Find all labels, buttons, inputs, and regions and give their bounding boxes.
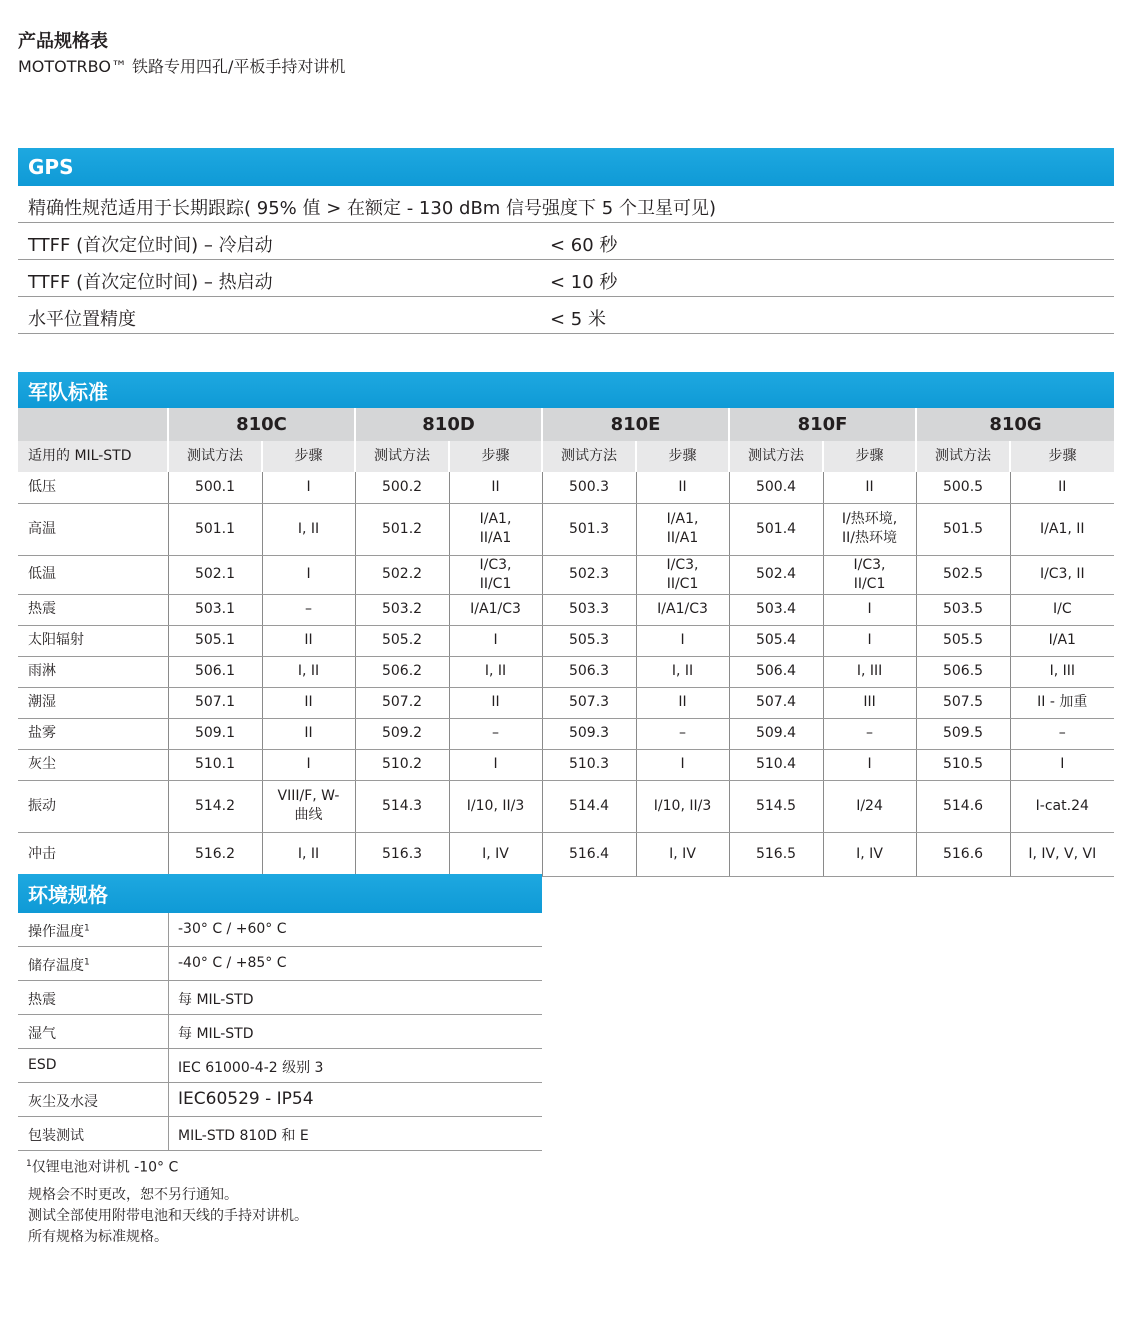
env-label-text: 灰尘及水浸 [28, 1094, 98, 1110]
method-cell: 514.4 [542, 780, 636, 832]
gps-row-value: < 10 秒 [550, 272, 618, 293]
method-cell: 501.1 [168, 503, 262, 555]
standard-header: 810G [916, 408, 1114, 441]
method-cell: 501.5 [916, 503, 1010, 555]
method-cell: 502.5 [916, 555, 1010, 594]
procedure-cell: I/A1/C3 [449, 594, 542, 625]
procedure-cell: I/A1, II [1010, 503, 1114, 555]
procedure-header: 步骤 [449, 441, 542, 472]
standard-header: 810C [168, 408, 355, 441]
env-row-value: MIL-STD 810D 和 E [178, 1128, 309, 1144]
env-row-value: -30° C / +60° C [178, 921, 287, 937]
military-standards-section [18, 372, 1114, 877]
procedure-cell: I/热环境, II/热环境 [823, 503, 916, 555]
method-cell: 500.5 [916, 472, 1010, 503]
row-label: 低压 [18, 472, 168, 503]
row-label: 雨淋 [18, 656, 168, 687]
method-cell: 509.4 [729, 718, 823, 749]
procedure-cell: I/24 [823, 780, 916, 832]
gps-row-label: TTFF (首次定位时间) – 热启动 [28, 272, 273, 293]
row-label: 振动 [18, 780, 168, 832]
method-header: 测试方法 [542, 441, 636, 472]
env-label-text: 储存温度 [28, 958, 84, 974]
env-row [18, 1083, 542, 1117]
env-row-value: 每 MIL-STD [178, 992, 254, 1008]
subheader-row [18, 441, 1114, 472]
procedure-cell: I, II [262, 503, 355, 555]
method-cell: 506.4 [729, 656, 823, 687]
procedure-cell: II [262, 718, 355, 749]
method-cell: 506.3 [542, 656, 636, 687]
procedure-cell: I, IV [823, 832, 916, 876]
procedure-cell: I [262, 555, 355, 594]
gps-row [18, 260, 1114, 297]
gps-section [18, 148, 1114, 334]
method-cell: 501.2 [355, 503, 449, 555]
environment-heading: 环境规格 [18, 874, 542, 913]
note-line: 所有规格为标准规格。 [28, 1228, 168, 1245]
env-row-value: IEC 61000-4-2 级别 3 [178, 1060, 324, 1076]
method-cell: 502.4 [729, 555, 823, 594]
gps-row [18, 297, 1114, 334]
method-header: 测试方法 [168, 441, 262, 472]
method-cell: 507.5 [916, 687, 1010, 718]
method-cell: 503.4 [729, 594, 823, 625]
procedure-header: 步骤 [262, 441, 355, 472]
row-label: 盐雾 [18, 718, 168, 749]
method-cell: 500.2 [355, 472, 449, 503]
procedure-cell: – [823, 718, 916, 749]
environment-section [18, 874, 542, 1151]
standards-header-row [18, 408, 1114, 441]
column-divider [168, 947, 169, 980]
env-row-label [28, 1023, 56, 1043]
procedure-cell: I, II [636, 656, 729, 687]
table-row [18, 594, 1114, 625]
method-cell: 500.1 [168, 472, 262, 503]
procedure-cell: I, IV, V, VI [1010, 832, 1114, 876]
method-cell: 502.3 [542, 555, 636, 594]
env-row [18, 1117, 542, 1151]
env-row-label [28, 955, 90, 975]
method-cell: 505.4 [729, 625, 823, 656]
procedure-cell: I/C3, II/C1 [823, 555, 916, 594]
header-blank-cell [18, 408, 168, 441]
military-table-body [18, 408, 1114, 876]
procedure-cell: – [636, 718, 729, 749]
procedure-cell: I [449, 625, 542, 656]
table-row [18, 832, 1114, 876]
row-label: 灰尘 [18, 749, 168, 780]
method-cell: 516.3 [355, 832, 449, 876]
column-divider [168, 1049, 169, 1082]
procedure-cell: I [1010, 749, 1114, 780]
table-row [18, 656, 1114, 687]
method-cell: 507.2 [355, 687, 449, 718]
method-cell: 505.5 [916, 625, 1010, 656]
method-cell: 516.6 [916, 832, 1010, 876]
method-cell: 507.1 [168, 687, 262, 718]
procedure-header: 步骤 [823, 441, 916, 472]
table-row [18, 625, 1114, 656]
procedure-cell: – [1010, 718, 1114, 749]
method-cell: 516.5 [729, 832, 823, 876]
procedure-cell: I [262, 749, 355, 780]
procedure-cell: I [823, 594, 916, 625]
method-cell: 510.2 [355, 749, 449, 780]
method-cell: 500.4 [729, 472, 823, 503]
row-label: 太阳辐射 [18, 625, 168, 656]
procedure-cell: I/C3, II/C1 [636, 555, 729, 594]
procedure-cell: I, II [262, 832, 355, 876]
row-label: 低温 [18, 555, 168, 594]
table-row [18, 718, 1114, 749]
env-row [18, 1049, 542, 1083]
military-table [18, 408, 1114, 877]
method-cell: 505.2 [355, 625, 449, 656]
table-row [18, 555, 1114, 594]
procedure-cell: I-cat.24 [1010, 780, 1114, 832]
method-cell: 514.6 [916, 780, 1010, 832]
procedure-cell: I/C3, II/C1 [449, 555, 542, 594]
procedure-cell: I, IV [449, 832, 542, 876]
env-row-value: 每 MIL-STD [178, 1026, 254, 1042]
procedure-cell: – [262, 594, 355, 625]
procedure-cell: II [636, 687, 729, 718]
procedure-cell: II - 加重 [1010, 687, 1114, 718]
table-row [18, 687, 1114, 718]
env-row-label [28, 1091, 98, 1111]
method-header: 测试方法 [355, 441, 449, 472]
procedure-cell: I, III [823, 656, 916, 687]
method-cell: 506.1 [168, 656, 262, 687]
standard-header: 810D [355, 408, 542, 441]
page-title: 产品规格表 [18, 31, 108, 52]
row-label: 高温 [18, 503, 168, 555]
method-cell: 507.3 [542, 687, 636, 718]
gps-row-label: TTFF (首次定位时间) – 冷启动 [28, 235, 273, 256]
env-label-text: 湿气 [28, 1026, 56, 1042]
notes [28, 1154, 308, 1248]
method-header: 测试方法 [729, 441, 823, 472]
method-cell: 506.2 [355, 656, 449, 687]
env-row-label [28, 921, 90, 941]
environment-rows [18, 913, 542, 1151]
env-row-label [28, 1057, 57, 1073]
standard-header: 810F [729, 408, 916, 441]
row-label: 冲击 [18, 832, 168, 876]
procedure-cell: I [449, 749, 542, 780]
footnote-mark: 1 [26, 1159, 32, 1169]
method-cell: 509.2 [355, 718, 449, 749]
method-cell: 503.3 [542, 594, 636, 625]
page-subtitle: MOTOTRBO™ 铁路专用四孔/平板手持对讲机 [18, 57, 346, 76]
note-line: 规格会不时更改，恕不另行通知。 [28, 1186, 238, 1203]
procedure-cell: I/10, II/3 [449, 780, 542, 832]
procedure-cell: I [262, 472, 355, 503]
row-label: 热震 [18, 594, 168, 625]
method-cell: 507.4 [729, 687, 823, 718]
method-cell: 509.1 [168, 718, 262, 749]
procedure-cell: I [636, 625, 729, 656]
procedure-cell: I/A1, II/A1 [636, 503, 729, 555]
env-row [18, 913, 542, 947]
procedure-cell: II [636, 472, 729, 503]
gps-row-label: 水平位置精度 [28, 309, 136, 330]
procedure-cell: I [823, 625, 916, 656]
procedure-cell: I/C [1010, 594, 1114, 625]
procedure-cell: I, II [262, 656, 355, 687]
method-cell: 501.4 [729, 503, 823, 555]
method-cell: 503.1 [168, 594, 262, 625]
column-divider [168, 981, 169, 1014]
method-cell: 516.2 [168, 832, 262, 876]
procedure-cell: I/C3, II [1010, 555, 1114, 594]
applicable-header: 适用的 MIL-STD [18, 441, 168, 472]
method-cell: 506.5 [916, 656, 1010, 687]
method-cell: 502.1 [168, 555, 262, 594]
procedure-cell: I/A1/C3 [636, 594, 729, 625]
method-cell: 510.5 [916, 749, 1010, 780]
gps-row [18, 223, 1114, 260]
env-row [18, 1015, 542, 1049]
procedure-cell: I [636, 749, 729, 780]
procedure-cell: I, III [1010, 656, 1114, 687]
env-row-value: -40° C / +85° C [178, 955, 287, 971]
procedure-cell: II [1010, 472, 1114, 503]
gps-row-value: < 60 秒 [550, 235, 618, 256]
method-cell: 503.2 [355, 594, 449, 625]
procedure-cell: I, IV [636, 832, 729, 876]
env-row [18, 981, 542, 1015]
env-label-text: 操作温度 [28, 924, 84, 940]
row-label: 潮湿 [18, 687, 168, 718]
method-cell: 505.3 [542, 625, 636, 656]
gps-row-value: < 5 米 [550, 309, 606, 330]
method-cell: 501.3 [542, 503, 636, 555]
gps-heading: GPS [18, 148, 1114, 186]
procedure-cell: I/10, II/3 [636, 780, 729, 832]
method-cell: 500.3 [542, 472, 636, 503]
procedure-cell: III [823, 687, 916, 718]
env-footnote-mark: 1 [84, 957, 90, 968]
column-divider [168, 1117, 169, 1150]
method-cell: 502.2 [355, 555, 449, 594]
procedure-cell: I [823, 749, 916, 780]
env-row [18, 947, 542, 981]
table-row [18, 503, 1114, 555]
procedure-cell: II [262, 687, 355, 718]
procedure-cell: II [823, 472, 916, 503]
standard-header: 810E [542, 408, 729, 441]
env-row-value: IEC60529 - IP54 [178, 1089, 314, 1109]
table-row [18, 780, 1114, 832]
column-divider [168, 1015, 169, 1048]
gps-accuracy-note [18, 186, 1114, 223]
env-row-label [28, 989, 56, 1009]
method-header: 测试方法 [916, 441, 1010, 472]
note-line: 测试全部使用附带电池和天线的手持对讲机。 [28, 1207, 308, 1224]
method-cell: 510.3 [542, 749, 636, 780]
column-divider [168, 1083, 169, 1116]
method-cell: 509.5 [916, 718, 1010, 749]
table-row [18, 749, 1114, 780]
method-cell: 509.3 [542, 718, 636, 749]
footnote-text: 仅锂电池对讲机 -10° C [31, 1159, 179, 1176]
procedure-cell: II [449, 687, 542, 718]
env-label-text: ESD [28, 1057, 57, 1073]
env-label-text: 热震 [28, 992, 56, 1008]
method-cell: 510.1 [168, 749, 262, 780]
method-cell: 514.5 [729, 780, 823, 832]
procedure-header: 步骤 [1010, 441, 1114, 472]
method-cell: 505.1 [168, 625, 262, 656]
method-cell: 510.4 [729, 749, 823, 780]
method-cell: 503.5 [916, 594, 1010, 625]
footnote [26, 1154, 306, 1179]
procedure-header: 步骤 [636, 441, 729, 472]
procedure-cell: I/A1, II/A1 [449, 503, 542, 555]
military-heading: 军队标准 [18, 372, 1114, 408]
procedure-cell: II [262, 625, 355, 656]
procedure-cell: VIII/F, W-曲线 [262, 780, 355, 832]
env-row-label [28, 1125, 84, 1145]
method-cell: 516.4 [542, 832, 636, 876]
method-cell: 514.3 [355, 780, 449, 832]
env-footnote-mark: 1 [84, 923, 90, 934]
gps-note-text: 精确性规范适用于长期跟踪( 95% 值 > 在额定 - 130 dBm 信号强度下 5 个卫星可见) [28, 198, 716, 219]
column-divider [168, 913, 169, 946]
method-cell: 514.2 [168, 780, 262, 832]
env-label-text: 包装测试 [28, 1128, 84, 1144]
table-row [18, 472, 1114, 503]
procedure-cell: I, II [449, 656, 542, 687]
procedure-cell: II [449, 472, 542, 503]
procedure-cell: – [449, 718, 542, 749]
procedure-cell: I/A1 [1010, 625, 1114, 656]
